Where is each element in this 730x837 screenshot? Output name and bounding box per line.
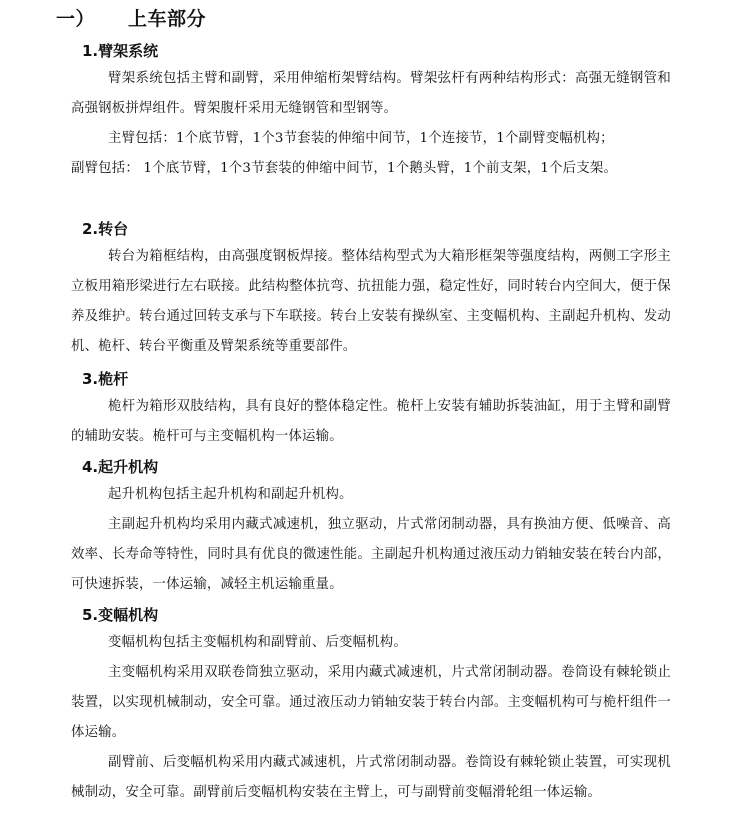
paragraph: 副臂前、后变幅机构采用内藏式减速机，片式常闭制动器。卷筒设有棘轮锁止装置，可实现机械制动，安全可靠。副臂前后变幅机构安装在主臂上，可与副臂前变幅滑轮组一体运输。 [71,755,671,800]
paragraph: 桅杆为箱形双肢结构，具有良好的整体稳定性。桅杆上安装有辅助拆装油缸，用于主臂和副臂的辅助安装。桅杆可与主变幅机构一体运输。 [71,399,671,444]
paragraph: 起升机构包括主起升机构和副起升机构。 [108,487,353,502]
paragraph: 变幅机构包括主变幅机构和副臂前、后变幅机构。 [108,635,407,650]
paragraph: 臂架系统包括主臂和副臂，采用伸缩桁架臂结构。臂架弦杆有两种结构形式：高强无缝钢管和高强钢板拼焊组件。臂架腹杆采用无缝钢管和型钢等。 [71,71,671,116]
section-heading-mast: 3.桅杆 [82,370,129,388]
paragraph: 转台为箱框结构，由高强度钢板焊接。整体结构型式为大箱形框架等强度结构，两侧工字形主立板用箱形梁进行左右联接。此结构整体抗弯、抗扭能力强，稳定性好，同时转台内空间大，便于保养及维护。转台通过回转支承与下车联接。转台上安装有操纵室、主变幅机构、主副起升机构、发动机、桅杆、转台平衡重及臂架系统等重要部件。 [71,249,671,354]
section-heading-luffing-mechanism: 5.变幅机构 [82,606,159,624]
chapter-heading [56,4,206,34]
section-heading-turntable: 2.转台 [82,220,129,238]
paragraph: 主臂包括：1个底节臂，1个3节套装的伸缩中间节，1个连接节，1个副臂变幅机构； [108,131,614,146]
paragraph: 主变幅机构采用双联卷筒独立驱动，采用内藏式减速机，片式常闭制动器。卷筒设有棘轮锁止装置，以实现机械制动，安全可靠。通过液压动力销轴安装于转台内部。主变幅机构可与桅杆组件一体运输。 [71,665,671,740]
chapter-number: 一） [56,8,96,30]
section-heading-boom-system: 1.臂架系统 [82,42,159,60]
paragraph: 主副起升机构均采用内藏式减速机，独立驱动，片式常闭制动器，具有换油方便、低噪音、高效率、长寿命等特性，同时具有优良的微速性能。主副起升机构通过液压动力销轴安装在转台内部，可快速拆装，一体运输，减轻主机运输重量。 [71,517,671,592]
paragraph: 副臂包括： 1个底节臂，1个3节套装的伸缩中间节，1个鹅头臂，1个前支架，1个后支架。 [71,161,618,176]
section-heading-hoisting-mechanism: 4.起升机构 [82,458,159,476]
chapter-title: 上车部分 [128,8,207,30]
